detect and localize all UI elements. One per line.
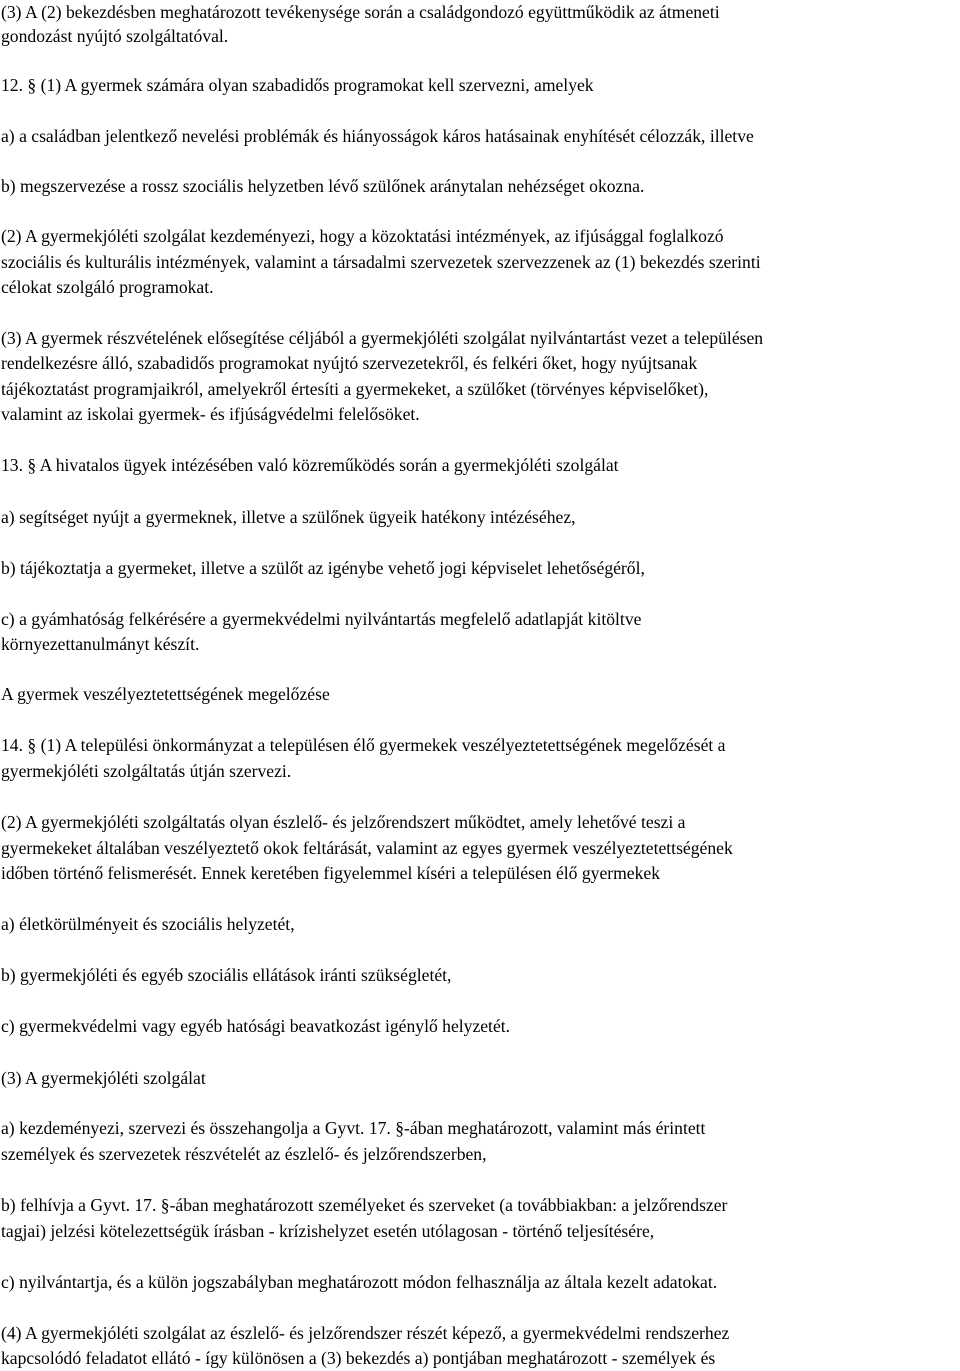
text-line: a) segítséget nyújt a gyermeknek, illetve a szülőnek ügyeik hatékony intézéséhez,: [1, 507, 576, 527]
text-line: kapcsolódó feladatot ellátó - így különösen a (3) bekezdés a) pontjában meghatározott - személyek és: [1, 1348, 716, 1368]
text-line: c) a gyámhatóság felkérésére a gyermekvédelmi nyilvántartás megfelelő adatlapját kitöltve: [1, 609, 642, 629]
text-line: gyermekjóléti szolgáltatás útján szervezi.: [1, 761, 292, 781]
text-line: tájékoztatást programjaikról, amelyekről értesíti a gyermekeket, a szülőket (törvényes képviselőket),: [1, 379, 709, 399]
text-line: valamint az iskolai gyermek- és ifjúságvédelmi felelősöket.: [1, 404, 420, 424]
text-line: rendelkezésre álló, szabadidős programokat nyújtó szervezetekről, és felkéri őket, hogy nyújtsanak: [1, 353, 698, 373]
text-line: (2) A gyermekjóléti szolgáltatás olyan észlelő- és jelzőrendszert működtet, amely lehetővé teszi a: [1, 812, 686, 832]
text-line: (3) A gyermek részvételének elősegítése céljából a gyermekjóléti szolgálat nyilvántartást vezet a településen: [1, 328, 764, 348]
text-line: (2) A gyermekjóléti szolgálat kezdeményezi, hogy a közoktatási intézmények, az ifjúsággal foglalkozó: [1, 226, 724, 246]
text-line: c) nyilvántartja, és a külön jogszabályban meghatározott módon felhasználja az általa kezelt adatokat.: [1, 1272, 718, 1292]
text-line: környezettanulmányt készít.: [1, 634, 200, 654]
text-line: személyek és szervezetek részvételét az észlelő- és jelzőrendszerben,: [1, 1144, 487, 1164]
text-line: b) megszervezése a rossz szociális helyzetben lévő szülőnek aránytalan nehézséget okozna.: [1, 176, 645, 196]
text-line: a) életkörülményeit és szociális helyzetét,: [1, 914, 295, 934]
text-line: (3) A gyermekjóléti szolgálat: [1, 1068, 206, 1088]
text-line: gondozást nyújtó szolgáltatóval.: [1, 26, 229, 46]
text-line: gyermekeket általában veszélyeztető okok feltárását, valamint az egyes gyermek veszélyeztetettségének: [1, 838, 733, 858]
text-line: 14. § (1) A települési önkormányzat a településen élő gyermekek veszélyeztetettségének megelőzését a: [1, 735, 726, 755]
text-line: 13. § A hivatalos ügyek intézésében való közreműködés során a gyermekjóléti szolgálat: [1, 455, 619, 475]
text-line: a) kezdeményezi, szervezi és összehangolja a Gyvt. 17. §-ában meghatározott, valamint más érintett: [1, 1118, 706, 1138]
text-line: 12. § (1) A gyermek számára olyan szabadidős programokat kell szervezni, amelyek: [1, 75, 594, 95]
text-line: célokat szolgáló programokat.: [1, 277, 214, 297]
text-line: a) a családban jelentkező nevelési problémák és hiányosságok káros hatásainak enyhítését célozzák, illetve: [1, 126, 754, 146]
text-line: (3) A (2) bekezdésben meghatározott tevékenysége során a családgondozó együttműködik az átmeneti: [1, 2, 720, 22]
text-line: tagjai) jelzési kötelezettségük írásban - krízishelyzet esetén utólagosan - történő teljesítésére,: [1, 1221, 655, 1241]
text-line: időben történő felismerését. Ennek keretében figyelemmel kíséri a településen élő gyermekek: [1, 863, 661, 883]
text-line: b) felhívja a Gyvt. 17. §-ában meghatározott személyeket és szerveket (a továbbiakban: a jelzőrendszer: [1, 1195, 728, 1215]
text-line: b) gyermekjóléti és egyéb szociális ellátások iránti szükségletét,: [1, 965, 452, 985]
text-line: b) tájékoztatja a gyermeket, illetve a szülőt az igénybe vehető jogi képviselet lehetőségéről,: [1, 558, 645, 578]
text-line: (4) A gyermekjóléti szolgálat az észlelő- és jelzőrendszer részét képező, a gyermekvédelmi rendszerhez: [1, 1323, 730, 1343]
section-heading: A gyermek veszélyeztetettségének megelőzése: [1, 684, 330, 704]
text-line: szociális és kulturális intézmények, valamint a társadalmi szervezetek szervezzenek az (1) bekezdés szerinti: [1, 252, 761, 272]
text-line: c) gyermekvédelmi vagy egyéb hatósági beavatkozást igénylő helyzetét.: [1, 1016, 511, 1036]
